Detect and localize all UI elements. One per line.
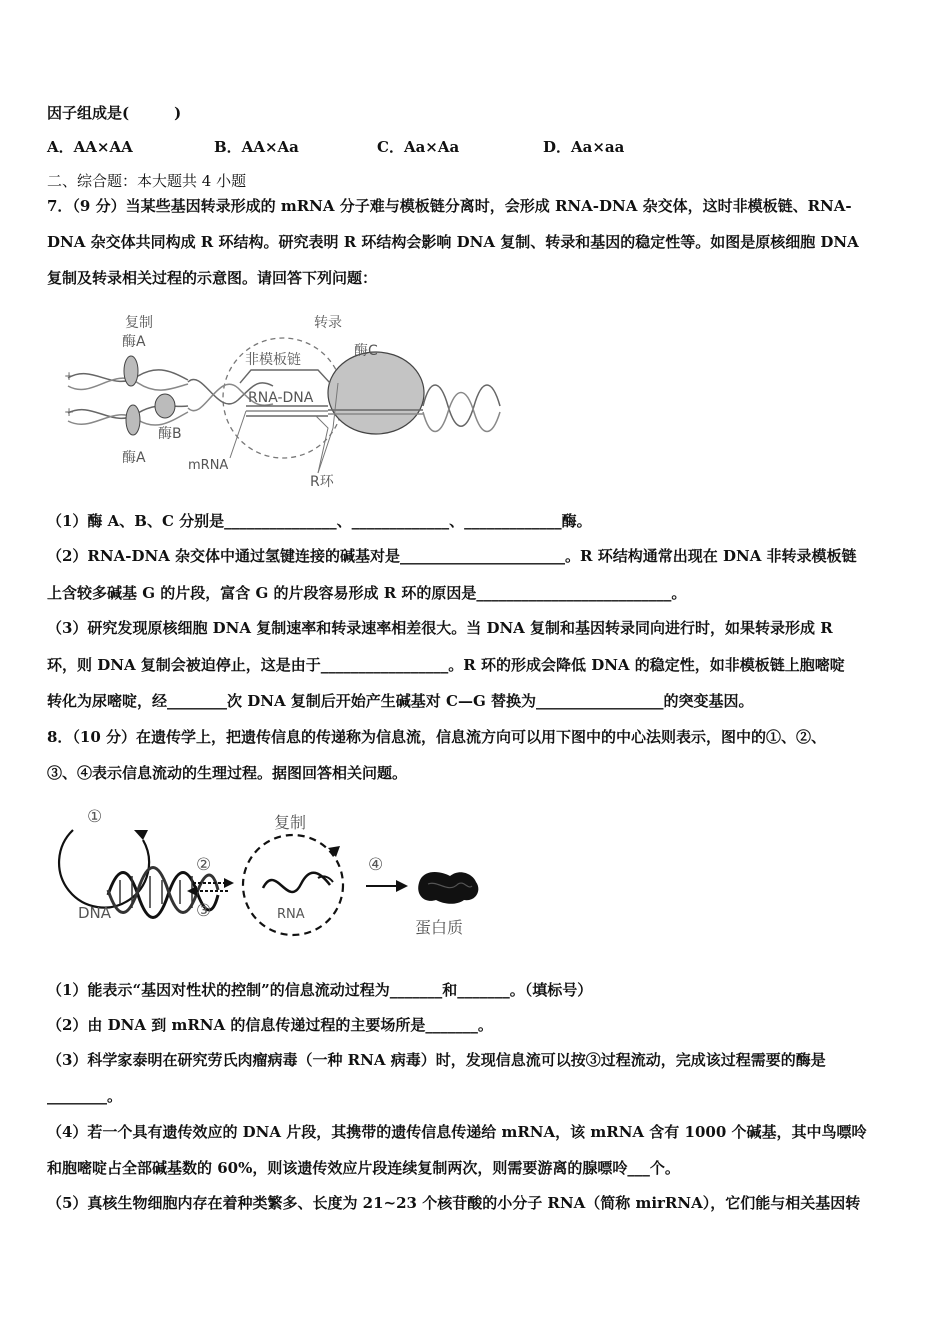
q8-sub3-line-2: ________。 [47,1087,123,1105]
q8-sub3-line-1: （3）科学家泰明在研究劳氏肉瘤病毒（一种 RNA 病毒）时，发现信息流可以按③过程流动，完成该过程需要的酶是 [47,1051,826,1069]
label-rna: RNA [277,907,305,922]
q8-sub5: （5）真核生物细胞内存在着种类繁多、长度为 21~23 个核苷酸的小分子 RNA（简称 mirRNA），它们能与相关基因转 [47,1194,861,1212]
section2-title: 二、综合题：本大题共 4 小题 [47,172,247,190]
q7-sub2-line-2: 上含较多碱基 G 的片段，富含 G 的片段容易形成 R 环的原因是__________________________。 [47,584,687,602]
label-transcription: 转录 [314,315,342,331]
label-n4: ④ [368,855,384,875]
q7-sub3-line-3: 转化为尿嘧啶，经________次 DNA 复制后开始产生碱基对 C—G 替换为_________________的突变基因。 [47,692,754,710]
label-rna-dna-hybrid: RNA-DNA [248,390,314,406]
q7-sub2-line-1: （2）RNA-DNA 杂交体中通过氢键连接的碱基对是______________________。R 环结构通常出现在 DNA 非转录模板链 [47,547,857,565]
enzyme-c-shape [328,352,424,434]
q7-sub3-line-2: 环，则 DNA 复制会被迫停止，这是由于_________________。R 环的形成会降低 DNA 的稳定性，如非模板链上胞嘧啶 [47,656,845,674]
label-enzyme-c: 酶C [354,343,378,359]
label-enzyme-b: 酶B [158,426,182,442]
q8-sub2: （2）由 DNA 到 mRNA 的信息传递过程的主要场所是_______。 [47,1016,493,1034]
svg-text:+: + [64,405,75,419]
label-n3: ③ [196,901,212,921]
enzyme-a-top-shape [124,356,138,386]
label-dna: DNA [78,904,112,922]
q6-option-d: D．Aa×aa [543,138,625,156]
label-n1: ① [87,807,103,827]
rna-strand [263,873,330,892]
q7-stem-line-1: 7．（9 分）当某些基因转录形成的 mRNA 分子难与模板链分离时，会形成 RNA-DNA 杂交体，这时非模板链、RNA- [47,197,852,215]
q7-r-loop-diagram [58,308,508,493]
label-n2: ② [196,855,212,875]
enzyme-a-bottom-shape [126,405,140,435]
label-protein: 蛋白质 [415,918,464,937]
q7-sub3-line-1: （3）研究发现原核细胞 DNA 复制速率和转录速率相差很大。当 DNA 复制和基因转录同向进行时，如果转录形成 R [47,619,833,637]
svg-text:+: + [64,369,75,383]
label-nontemplate-strand: 非模板链 [245,352,301,368]
q8-sub4-line-2: 和胞嘧啶占全部碱基数的 60%，则该遗传效应片段连续复制两次，则需要游离的腺嘌呤___个。 [47,1159,680,1177]
q6-option-b: B．AA×Aa [214,138,299,156]
q7-stem-line-3: 复制及转录相关过程的示意图。请回答下列问题： [47,269,378,287]
label-enzyme-a-bottom: 酶A [122,450,146,466]
q8-sub1: （1）能表示“基因对性状的控制”的信息流动过程为_______和_______。（填标号） [47,981,593,999]
q8-sub4-line-1: （4）若一个具有遗传效应的 DNA 片段，其携带的遗传信息传递给 mRNA，该 mRNA 含有 1000 个碱基，其中鸟嘌呤 [47,1123,867,1141]
q6-stem-tail: 因子组成是( ) [47,104,182,122]
q6-option-c: C．Aa×Aa [377,138,460,156]
q8-stem-line-2: ③、④表示信息流动的生理过程。据图回答相关问题。 [47,764,408,782]
q8-central-dogma-diagram [48,800,493,945]
q7-sub1: （1）酶 A、B、C 分别是_______________、_____________、_____________酶。 [47,512,592,530]
q7-stem-line-2: DNA 杂交体共同构成 R 环结构。研究表明 R 环结构会影响 DNA 复制、转录和基因的稳定性等。如图是原核细胞 DNA [47,233,859,251]
label-r-loop: R环 [310,474,334,490]
nontemplate-strand-shape [240,370,330,383]
enzyme-b-shape [155,394,175,418]
label-mrna: mRNA [188,458,229,473]
label-replication: 复制 [125,315,153,331]
q8-stem-line-1: 8．（10 分）在遗传学上，把遗传信息的传递称为信息流，信息流方向可以用下图中的中心法则表示，图中的①、②、 [47,728,827,746]
label-replication: 复制 [274,813,307,832]
q6-option-a: A．AA×AA [47,138,133,156]
label-enzyme-a-top: 酶A [122,334,146,350]
